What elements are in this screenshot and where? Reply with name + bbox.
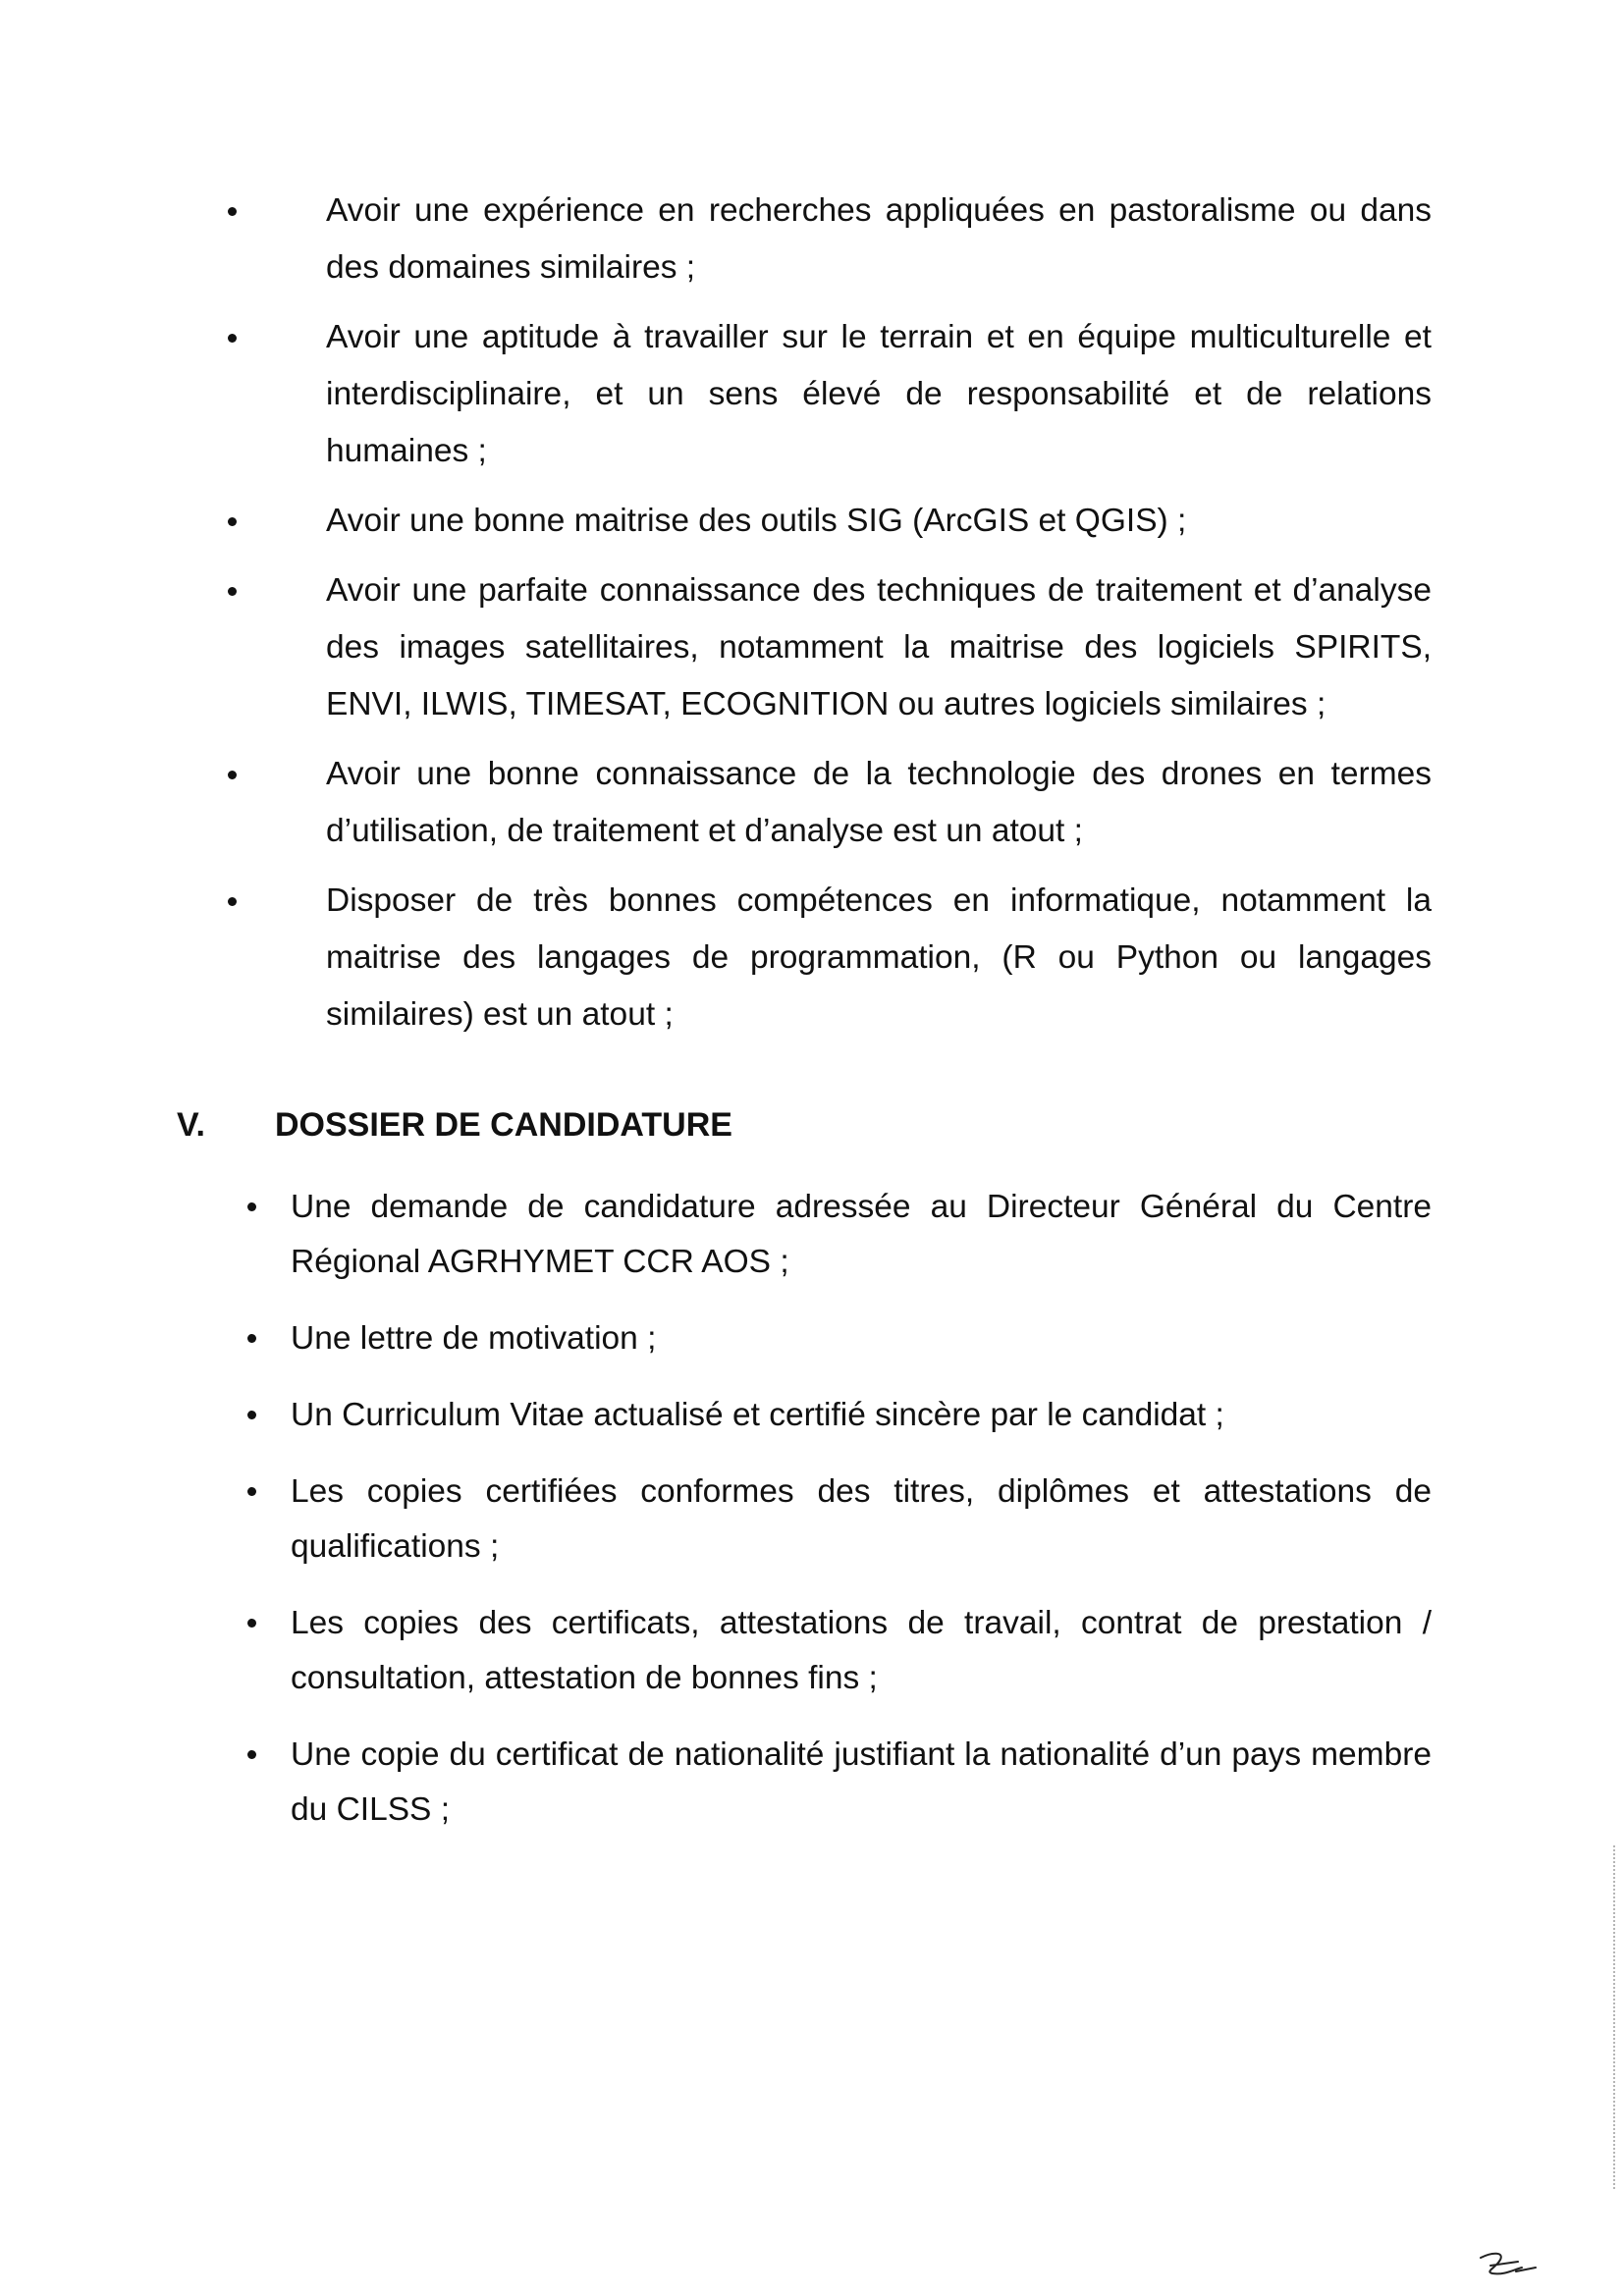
requirement-text: Avoir une bonne connaissance de la technologie des drones en termes d’utilisation, de traitement et d’analyse est un atout ; (326, 756, 1432, 849)
list-item (224, 309, 1432, 480)
bullet-icon (228, 517, 237, 526)
requirement-text: Avoir une aptitude à travailler sur le terrain et en équipe multiculturelle et interdisciplinaire, et un sens élevé de responsabilité et de relations humaines ; (326, 319, 1432, 469)
list-item (244, 1596, 1432, 1706)
bullet-icon (247, 1202, 256, 1211)
document-text: Un Curriculum Vitae actualisé et certifié sincère par le candidat ; (291, 1397, 1224, 1433)
list-item (244, 1465, 1432, 1575)
section-heading (177, 1097, 1355, 1152)
bullet-icon (228, 897, 237, 906)
bullet-icon (228, 587, 237, 596)
scan-edge-divider (1613, 1845, 1615, 2189)
bullet-icon (247, 1750, 256, 1759)
document-text: Une lettre de motivation ; (291, 1320, 657, 1357)
requirement-text: Disposer de très bonnes compétences en informatique, notamment la maitrise des langages de programmation, (R ou Python ou langages similaires) est un atout ; (326, 882, 1432, 1033)
list-item (224, 746, 1432, 860)
document-text: Une copie du certificat de nationalité justifiant la nationalité d’un pays membre du CILSS ; (291, 1736, 1432, 1828)
section-number: V. (177, 1106, 206, 1144)
list-item (224, 873, 1432, 1043)
list-item (224, 183, 1432, 296)
bullet-icon (247, 1487, 256, 1496)
bullet-icon (228, 207, 237, 216)
requirement-text: Avoir une parfaite connaissance des techniques de traitement et d’analyse des images satellitaires, notamment la maitrise des logiciels SPIRITS, ENVI, ILWIS, TIMESAT, ECOGNITION ou autres logiciels similaires ; (326, 572, 1432, 722)
documents-list (244, 1180, 1432, 1859)
document-text: Les copies certifiées conformes des titres, diplômes et attestations de qualifications ; (291, 1473, 1432, 1565)
section-title: DOSSIER DE CANDIDATURE (275, 1106, 732, 1144)
list-item (244, 1311, 1432, 1366)
requirement-text: Avoir une bonne maitrise des outils SIG (ArcGIS et QGIS) ; (326, 503, 1187, 539)
list-item (244, 1728, 1432, 1838)
list-item (244, 1388, 1432, 1443)
handwritten-initials (1471, 2244, 1549, 2283)
requirement-text: Avoir une expérience en recherches appliquées en pastoralisme ou dans des domaines similaires ; (326, 192, 1432, 286)
bullet-icon (247, 1411, 256, 1419)
bullet-icon (228, 771, 237, 779)
document-text: Une demande de candidature adressée au Directeur Général du Centre Régional AGRHYMET CCR AOS ; (291, 1189, 1432, 1280)
list-item (244, 1180, 1432, 1290)
bullet-icon (247, 1619, 256, 1628)
document-text: Les copies des certificats, attestations de travail, contrat de prestation / consultation, attestation de bonnes fins ; (291, 1605, 1432, 1696)
list-item (224, 493, 1432, 550)
bullet-icon (247, 1334, 256, 1343)
bullet-icon (228, 334, 237, 343)
requirements-list (224, 183, 1432, 1056)
list-item (224, 562, 1432, 733)
